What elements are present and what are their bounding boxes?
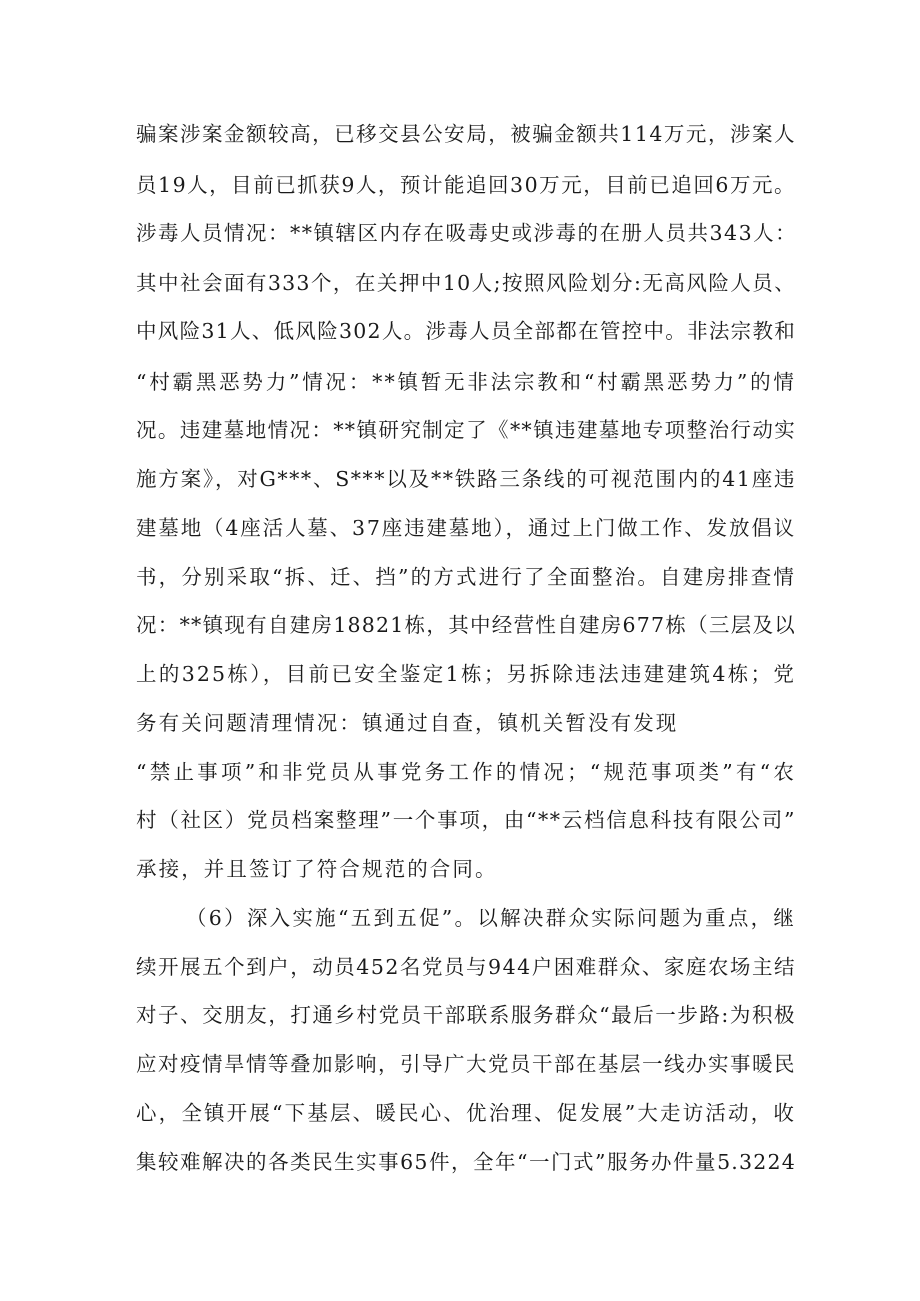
- text-line: 其中社会面有333个，在关押中10人;按照风险划分:无高风险人员、: [136, 271, 796, 295]
- text-line: 员19人，目前已抓获9人，预计能追回30万元，目前已追回6万元。: [136, 173, 796, 197]
- text-line: “禁止事项”和非党员从事党务工作的情况；“规范事项类”有“农: [136, 760, 796, 784]
- text-line: “村霸黑恶势力”情况：**镇暂无非法宗教和“村霸黑恶势力”的情: [136, 370, 796, 394]
- text-line: 书，分别采取“拆、迁、挡”的方式进行了全面整治。自建房排查情: [136, 565, 796, 589]
- text-line: 建墓地（4座活人墓、37座违建墓地），通过上门做工作、发放倡议: [136, 516, 796, 540]
- text-line: 况：**镇现有自建房18821栋，其中经营性自建房677栋（三层及以: [136, 613, 796, 637]
- text-line: 承接，并且签订了符合规范的合同。: [136, 857, 498, 881]
- text-line: 续开展五个到户，动员452名党员与944户困难群众、家庭农场主结: [136, 955, 796, 979]
- text-line: 对子、交朋友，打通乡村党员干部联系服务群众“最后一步路:为积极: [136, 1003, 796, 1027]
- text-line: 中风险31人、低风险302人。涉毒人员全部都在管控中。非法宗教和: [136, 319, 796, 343]
- text-line: 村（社区）党员档案整理”一个事项，由“**云档信息科技有限公司”: [136, 808, 796, 832]
- text-line: 应对疫情旱情等叠加影响，引导广大党员干部在基层一线办实事暖民: [136, 1052, 796, 1076]
- text-line: 骗案涉案金额较高，已移交县公安局，被骗金额共114万元，涉案人: [136, 122, 796, 146]
- text-line: 施方案》，对G***、S***以及**铁路三条线的可视范围内的41座违: [136, 467, 796, 491]
- text-line: 况。违建墓地情况：**镇研究制定了《**镇违建墓地专项整治行动实: [136, 418, 796, 442]
- text-line: 涉毒人员情况：**镇辖区内存在吸毒史或涉毒的在册人员共343人：: [136, 221, 798, 245]
- text-line: （6）深入实施“五到五促”。以解决群众实际问题为重点，继: [186, 906, 796, 930]
- text-line: 心，全镇开展“下基层、暖民心、优治理、促发展”大走访活动，收: [136, 1101, 796, 1125]
- text-line: 集较难解决的各类民生实事65件，全年“一门式”服务办件量5.3224: [136, 1150, 796, 1174]
- text-line: 务有关问题清理情况：镇通过自查，镇机关暂没有发现: [136, 711, 679, 735]
- text-line: 上的325栋），目前已安全鉴定1栋；另拆除违法违建建筑4栋；党: [136, 662, 796, 686]
